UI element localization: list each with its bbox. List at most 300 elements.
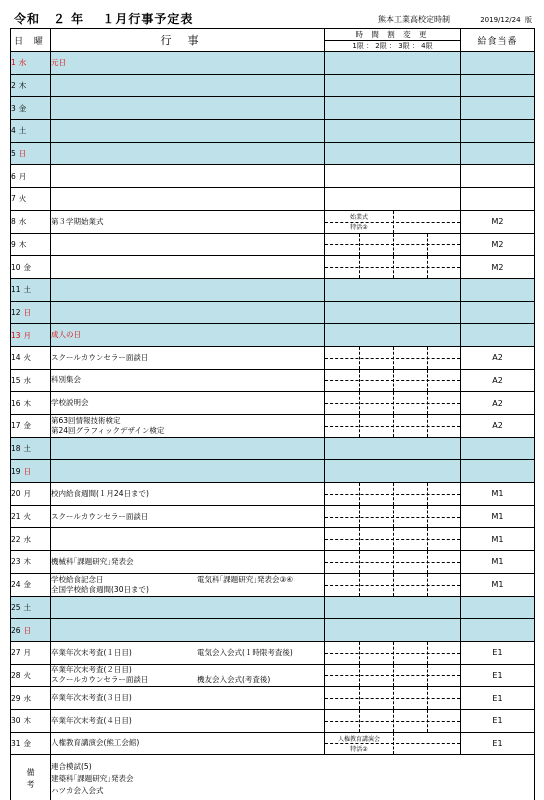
period-note [325, 211, 393, 233]
day-number: 22 [11, 534, 21, 544]
day-date [11, 188, 51, 211]
day-number: 17 [11, 421, 21, 431]
lunch-duty: E1 [461, 732, 535, 755]
period-changes [325, 415, 461, 438]
period-grid [325, 665, 460, 687]
event-text: 科別集会 [51, 375, 81, 385]
period-separator [427, 234, 428, 256]
day-events [51, 233, 325, 256]
period-changes [325, 165, 461, 188]
period-separator [359, 574, 360, 596]
day-of-week: 火 [23, 353, 32, 363]
period-changes [325, 142, 461, 165]
period-separator [359, 234, 360, 256]
event-text-right: 電気会入会式(１時限考査後) [197, 647, 293, 657]
day-date [11, 664, 51, 687]
lunch-duty [461, 52, 535, 75]
page-title: 令和 ２ 年 １月行事予定表 [14, 12, 194, 26]
day-events [51, 528, 325, 551]
day-row [11, 233, 535, 256]
period-grid [325, 506, 460, 528]
lunch-duty [461, 460, 535, 483]
day-number: 15 [11, 375, 21, 385]
period-separator [427, 347, 428, 369]
period-separator [427, 528, 428, 550]
period-separator [359, 642, 360, 664]
day-events [51, 596, 325, 619]
day-events [51, 415, 325, 438]
day-events [51, 369, 325, 392]
lunch-duty: E1 [461, 641, 535, 664]
period-grid [325, 642, 460, 664]
day-number: 28 [11, 670, 21, 680]
day-date [11, 641, 51, 664]
lunch-duty: M1 [461, 528, 535, 551]
period-separator [393, 551, 394, 573]
period-grid [325, 415, 460, 437]
remarks-label-text: 備 考 [26, 767, 35, 789]
period-changes [325, 74, 461, 97]
day-of-week: 日 [23, 625, 32, 635]
event-text: 機械科｢課題研究｣発表会 [51, 556, 134, 566]
event-text: 第24回グラフィックデザイン検定 [51, 425, 165, 435]
day-events [51, 709, 325, 732]
period-changes [325, 437, 461, 460]
event-line [51, 693, 324, 703]
period-changes [325, 210, 461, 233]
day-of-week: 土 [23, 444, 32, 454]
day-date [11, 142, 51, 165]
event-text: スクールカウンセラー面談日 [51, 352, 149, 362]
day-events [51, 346, 325, 369]
lunch-duty: E1 [461, 664, 535, 687]
day-number: 8 [11, 217, 16, 227]
period-separator [393, 347, 394, 369]
event-line [51, 489, 324, 499]
day-events [51, 52, 325, 75]
day-row [11, 437, 535, 460]
event-text: 第63回情報技術検定 [51, 415, 121, 425]
day-date [11, 52, 51, 75]
header [10, 8, 534, 28]
day-date [11, 324, 51, 347]
period-grid [325, 687, 460, 709]
lunch-duty [461, 188, 535, 211]
period-changes [325, 664, 461, 687]
day-of-week: 土 [18, 126, 27, 136]
day-row [11, 505, 535, 528]
period-changes [325, 278, 461, 301]
event-line [51, 557, 324, 567]
day-row [11, 596, 535, 619]
period-separator [393, 665, 394, 687]
day-number: 13 [11, 330, 21, 340]
period-separator [427, 506, 428, 528]
period-note-text: 特活② [350, 223, 368, 231]
event-text: 学校説明会 [51, 398, 89, 408]
day-number: 26 [11, 625, 21, 635]
period-changes [325, 233, 461, 256]
period-changes [325, 256, 461, 279]
day-row [11, 369, 535, 392]
day-number: 18 [11, 444, 21, 454]
day-of-week: 日 [23, 307, 32, 317]
period-grid [325, 483, 460, 505]
day-events [51, 74, 325, 97]
period-grid [325, 256, 460, 278]
day-of-week: 水 [18, 217, 27, 227]
period-separator [359, 256, 360, 278]
event-line [51, 665, 324, 675]
period-changes [325, 483, 461, 506]
day-row [11, 324, 535, 347]
day-number: 6 [11, 171, 16, 181]
event-line [51, 648, 324, 658]
day-row [11, 301, 535, 324]
day-number: 7 [11, 194, 16, 204]
remarks-line: 建築科｢課題研究｣発表会 [51, 773, 134, 783]
period-separator [359, 665, 360, 687]
day-date [11, 120, 51, 143]
event-text: 第３学期始業式 [51, 216, 104, 226]
period-grid [325, 574, 460, 596]
day-number: 14 [11, 353, 21, 363]
column-header-periods: 時 間 割 変 更 [325, 29, 461, 41]
lunch-duty: M1 [461, 483, 535, 506]
period-changes [325, 573, 461, 596]
day-date [11, 97, 51, 120]
period-grid [325, 733, 460, 755]
day-of-week: 日 [18, 149, 27, 159]
period-separator [427, 710, 428, 732]
day-row [11, 483, 535, 506]
event-text-right: 機友会入会式(考査後) [197, 675, 271, 685]
period-grid [325, 347, 460, 369]
period-changes [325, 188, 461, 211]
day-number: 16 [11, 398, 21, 408]
event-line [51, 375, 324, 385]
period-changes [325, 641, 461, 664]
period-grid [325, 710, 460, 732]
period-grid [325, 392, 460, 414]
day-of-week: 土 [23, 285, 32, 295]
day-date [11, 619, 51, 642]
day-of-week: 金 [23, 262, 32, 272]
column-header-periods-sub: 1限 ： 2限 ： 3限 ： 4限 [325, 41, 461, 52]
event-line [51, 58, 324, 68]
day-number: 25 [11, 602, 21, 612]
period-separator [359, 687, 360, 709]
period-separator [393, 642, 394, 664]
day-of-week: 火 [23, 670, 32, 680]
event-line [51, 716, 324, 726]
version-date: 2019/12/24 版 [480, 16, 532, 24]
day-of-week: 金 [18, 103, 27, 113]
event-text: 卒業年次末考査(２日目) [51, 665, 132, 675]
period-changes [325, 619, 461, 642]
event-text: 学校給食記念日 [51, 574, 104, 584]
day-events [51, 301, 325, 324]
lunch-duty: M1 [461, 505, 535, 528]
day-of-week: 金 [23, 738, 32, 748]
lunch-duty: M2 [461, 233, 535, 256]
remarks-text [51, 755, 535, 800]
lunch-duty [461, 596, 535, 619]
event-text: 元日 [51, 57, 66, 67]
period-separator [359, 370, 360, 392]
day-date [11, 483, 51, 506]
period-changes [325, 596, 461, 619]
day-row [11, 392, 535, 415]
event-line [51, 398, 324, 408]
event-text: 校内給食週間(１月24日まで) [51, 488, 149, 498]
day-number: 21 [11, 512, 21, 522]
day-events [51, 392, 325, 415]
period-separator [393, 687, 394, 709]
event-line [51, 217, 324, 227]
event-text: 人権教育講演会(熊工会館) [51, 738, 140, 748]
event-text: 卒業年次末考査(１日目) [51, 647, 132, 657]
column-header-lunch: 給食当番 [461, 29, 535, 52]
day-row [11, 188, 535, 211]
period-separator [359, 710, 360, 732]
event-text-right: 電気科｢課題研究｣発表会③④ [197, 574, 293, 584]
period-separator [427, 483, 428, 505]
day-of-week: 日 [23, 466, 32, 476]
day-number: 20 [11, 489, 21, 499]
lunch-duty: A2 [461, 346, 535, 369]
day-events [51, 437, 325, 460]
lunch-duty [461, 165, 535, 188]
day-number: 3 [11, 103, 16, 113]
event-line [51, 512, 324, 522]
day-date [11, 392, 51, 415]
period-changes [325, 369, 461, 392]
day-of-week: 木 [18, 81, 27, 91]
day-row [11, 120, 535, 143]
day-row [11, 709, 535, 732]
day-events [51, 505, 325, 528]
schedule-table [10, 28, 535, 800]
lunch-duty: A2 [461, 369, 535, 392]
day-events [51, 142, 325, 165]
period-grid [325, 528, 460, 550]
day-of-week: 月 [23, 330, 32, 340]
period-grid [325, 551, 460, 573]
day-events [51, 573, 325, 596]
day-events [51, 278, 325, 301]
day-row [11, 641, 535, 664]
day-number: 1 [11, 58, 16, 68]
lunch-duty [461, 437, 535, 460]
day-of-week: 木 [23, 557, 32, 567]
period-changes [325, 324, 461, 347]
day-events [51, 120, 325, 143]
event-text: 卒業年次末考査(３日目) [51, 693, 132, 703]
day-number: 5 [11, 149, 16, 159]
day-number: 27 [11, 648, 21, 658]
day-date [11, 165, 51, 188]
event-text: スクールカウンセラー面談日 [51, 675, 149, 685]
day-row [11, 74, 535, 97]
period-separator [427, 687, 428, 709]
day-row [11, 142, 535, 165]
day-number: 11 [11, 285, 21, 295]
event-text: 全国学校給食週間(30日まで) [51, 584, 149, 594]
day-row [11, 278, 535, 301]
day-events [51, 324, 325, 347]
event-line [51, 585, 324, 595]
day-row [11, 687, 535, 710]
lunch-duty: A2 [461, 392, 535, 415]
day-date [11, 415, 51, 438]
day-of-week: 月 [23, 648, 32, 658]
day-date [11, 369, 51, 392]
event-line [51, 426, 324, 436]
day-of-week: 金 [23, 580, 32, 590]
day-row [11, 97, 535, 120]
day-of-week: 水 [23, 693, 32, 703]
day-row [11, 52, 535, 75]
remarks-line: 連合模試(5) [51, 761, 92, 771]
period-separator [427, 574, 428, 596]
day-events [51, 256, 325, 279]
day-of-week: 月 [18, 171, 27, 181]
period-separator [393, 574, 394, 596]
day-events [51, 97, 325, 120]
lunch-duty: M2 [461, 210, 535, 233]
day-of-week: 水 [23, 534, 32, 544]
day-date [11, 505, 51, 528]
period-separator [393, 506, 394, 528]
period-separator [393, 234, 394, 256]
day-number: 10 [11, 262, 21, 272]
period-changes [325, 97, 461, 120]
event-line [51, 353, 324, 363]
lunch-duty [461, 120, 535, 143]
day-row [11, 256, 535, 279]
schedule-body [11, 52, 535, 755]
day-row [11, 210, 535, 233]
day-date [11, 233, 51, 256]
column-header-events: 行事 [51, 29, 325, 52]
period-grid [325, 370, 460, 392]
period-note-text: 人権教育講演会 [337, 735, 380, 743]
day-events [51, 732, 325, 755]
period-separator [427, 551, 428, 573]
day-number: 23 [11, 557, 21, 567]
day-number: 19 [11, 466, 21, 476]
day-number: 2 [11, 81, 16, 91]
day-date [11, 732, 51, 755]
day-row [11, 619, 535, 642]
period-separator [359, 551, 360, 573]
period-changes [325, 460, 461, 483]
day-date [11, 256, 51, 279]
period-changes [325, 551, 461, 574]
lunch-duty [461, 74, 535, 97]
day-row [11, 573, 535, 596]
period-separator [427, 370, 428, 392]
day-date [11, 301, 51, 324]
day-date [11, 74, 51, 97]
day-of-week: 木 [23, 398, 32, 408]
event-line [51, 675, 324, 685]
period-note-text: 始業式 [349, 213, 368, 221]
period-changes [325, 301, 461, 324]
day-row [11, 732, 535, 755]
day-row [11, 415, 535, 438]
day-number: 31 [11, 738, 21, 748]
period-separator [359, 347, 360, 369]
lunch-duty: E1 [461, 709, 535, 732]
lunch-duty: E1 [461, 687, 535, 710]
day-row [11, 165, 535, 188]
period-changes [325, 505, 461, 528]
day-events [51, 551, 325, 574]
event-line [51, 575, 324, 585]
period-changes [325, 120, 461, 143]
day-of-week: 火 [23, 512, 32, 522]
period-separator [359, 506, 360, 528]
lunch-duty [461, 97, 535, 120]
period-changes [325, 346, 461, 369]
period-separator [427, 665, 428, 687]
period-note [325, 733, 393, 755]
event-line [51, 330, 324, 340]
day-row [11, 460, 535, 483]
day-events [51, 483, 325, 506]
period-separator [393, 211, 394, 233]
day-of-week: 金 [23, 421, 32, 431]
lunch-duty: A2 [461, 415, 535, 438]
period-separator [393, 733, 394, 755]
day-date [11, 573, 51, 596]
column-header-date: 日 曜 [11, 29, 51, 52]
event-text: 卒業年次末考査(４日目) [51, 715, 132, 725]
remarks-line: ハツカ会入会式 [51, 785, 104, 795]
day-events [51, 165, 325, 188]
day-date [11, 278, 51, 301]
day-row [11, 346, 535, 369]
period-separator [393, 415, 394, 437]
lunch-duty: M2 [461, 256, 535, 279]
lunch-duty [461, 278, 535, 301]
day-of-week: 木 [23, 716, 32, 726]
period-separator [393, 392, 394, 414]
period-separator [427, 392, 428, 414]
period-separator [427, 415, 428, 437]
day-events [51, 188, 325, 211]
day-of-week: 木 [18, 239, 27, 249]
day-row [11, 528, 535, 551]
day-date [11, 596, 51, 619]
period-separator [359, 483, 360, 505]
period-separator [427, 642, 428, 664]
period-separator [359, 415, 360, 437]
lunch-duty [461, 301, 535, 324]
day-date [11, 437, 51, 460]
lunch-duty [461, 619, 535, 642]
day-events [51, 641, 325, 664]
day-events [51, 664, 325, 687]
period-changes [325, 687, 461, 710]
event-text: スクールカウンセラー面談日 [51, 511, 149, 521]
day-events [51, 687, 325, 710]
lunch-duty: M1 [461, 573, 535, 596]
day-of-week: 月 [23, 489, 32, 499]
day-events [51, 460, 325, 483]
